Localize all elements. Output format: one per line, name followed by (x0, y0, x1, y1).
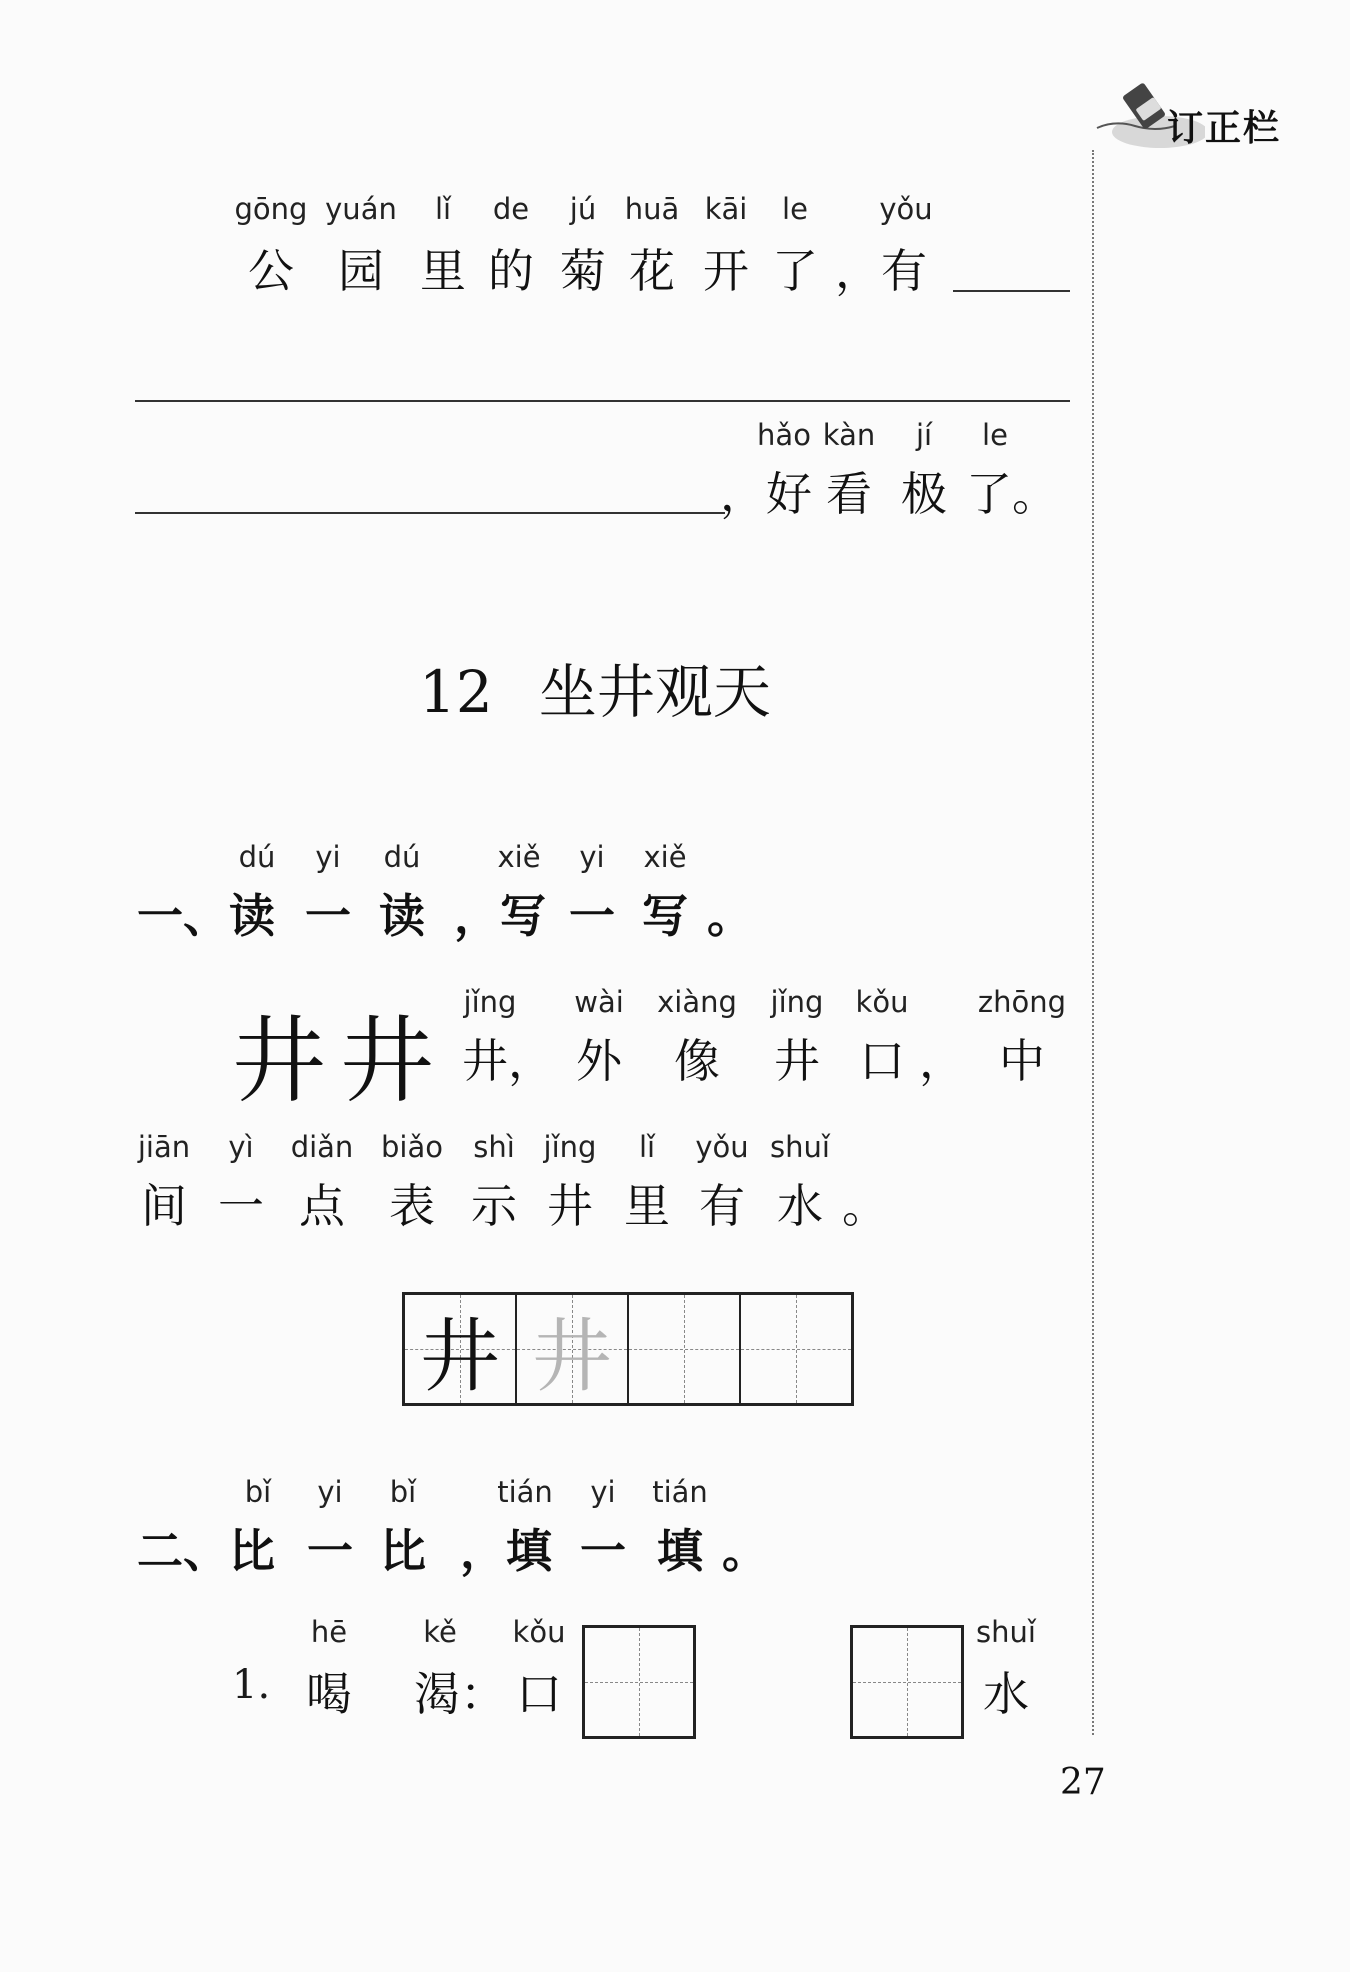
hanzi: 看 (826, 467, 872, 521)
pinyin: jǐng (543, 1130, 597, 1164)
hanzi: 外 (576, 1034, 622, 1088)
hanzi: ， (919, 1034, 965, 1088)
model-character: 井 (420, 1309, 500, 1403)
page-number: 27 (1060, 1762, 1106, 1803)
practice-cell-model (405, 1295, 517, 1403)
pinyin: jiān (137, 1130, 191, 1164)
hanzi: ，好 (720, 467, 812, 521)
pinyin: lǐ (434, 192, 452, 226)
pinyin: le (982, 418, 1008, 452)
hanzi: 里 (624, 1179, 670, 1233)
hanzi: 写 (642, 889, 688, 943)
practice-cell-empty[interactable] (741, 1295, 851, 1403)
pinyin: jí (915, 418, 933, 452)
pinyin: xiě (643, 840, 687, 874)
pinyin: jǐng (463, 985, 517, 1019)
pinyin: bǐ (244, 1475, 272, 1509)
practice-cell-empty[interactable] (629, 1295, 741, 1403)
hanzi: 的 (488, 244, 534, 298)
correction-column-label: 订正栏 (1167, 108, 1282, 149)
pinyin: shuǐ (976, 1615, 1036, 1649)
hanzi: 渴： (414, 1667, 506, 1721)
lesson-name: 坐井观天 (538, 658, 771, 726)
pinyin: hē (310, 1615, 348, 1649)
hanzi: 中 (999, 1034, 1045, 1088)
hanzi: 有 (699, 1179, 745, 1233)
pinyin: yi (317, 1475, 343, 1509)
hanzi: 点 (299, 1179, 345, 1233)
hanzi: 水 (777, 1179, 823, 1233)
fill-in-box-1[interactable] (582, 1625, 696, 1739)
pinyin: zhōng (977, 985, 1067, 1019)
pinyin: gōng (234, 192, 308, 226)
pinyin: lǐ (638, 1130, 656, 1164)
hanzi: 园 (338, 244, 384, 298)
hanzi: 井， (462, 1034, 554, 1088)
hanzi: 公 (248, 244, 294, 298)
pinyin: jú (569, 192, 597, 226)
hanzi: ，写 (454, 889, 546, 943)
pinyin: huā (624, 192, 680, 226)
hanzi: 间 (141, 1179, 187, 1233)
hanzi: 读 (379, 889, 425, 943)
pinyin: diǎn (290, 1130, 354, 1164)
hanzi: 一 (569, 889, 615, 943)
hanzi: 口 (516, 1667, 562, 1721)
hanzi: 井 (547, 1179, 593, 1233)
hanzi: 像 (674, 1034, 720, 1088)
hanzi: 了。 (966, 467, 1058, 521)
lesson-number: 12 (419, 658, 493, 726)
pinyin: jǐng (770, 985, 824, 1019)
hanzi: 一 (580, 1524, 626, 1578)
pinyin: dú (238, 840, 276, 874)
hanzi: 。 (707, 889, 753, 943)
pinyin: yuán (325, 192, 397, 226)
pinyin: le (782, 192, 808, 226)
pinyin: tián (652, 1475, 708, 1509)
pinyin: shuǐ (770, 1130, 830, 1164)
correction-column-divider (1092, 150, 1094, 1735)
pinyin: biǎo (381, 1130, 443, 1164)
hanzi: 里 (420, 244, 466, 298)
pinyin: de (492, 192, 530, 226)
fill-in-box-2[interactable] (850, 1625, 964, 1739)
pinyin: shì (473, 1130, 515, 1164)
hanzi: 花 (629, 244, 675, 298)
hanzi: 填 (657, 1524, 703, 1578)
hanzi: ，填 (460, 1524, 552, 1578)
hanzi: 菊 (560, 244, 606, 298)
hanzi: 一 (218, 1179, 264, 1233)
hanzi: 一 (305, 889, 351, 943)
pinyin: kāi (704, 192, 748, 226)
hanzi: 表 (389, 1179, 435, 1233)
hanzi: 水 (983, 1667, 1029, 1721)
hanzi: 井 (774, 1034, 820, 1088)
pinyin: yi (579, 840, 605, 874)
hanzi: 开 (703, 244, 749, 298)
hanzi: ，有 (835, 244, 927, 298)
correction-column-header (1095, 80, 1315, 160)
pinyin: yǒu (695, 1130, 749, 1164)
hanzi: 二、比 (137, 1524, 275, 1578)
answer-blank-1[interactable] (953, 290, 1070, 292)
pinyin: kàn (822, 418, 876, 452)
pinyin: kě (423, 1615, 457, 1649)
hanzi: 。 (842, 1179, 888, 1233)
practice-cell-trace[interactable] (517, 1295, 629, 1403)
pinyin: yì (228, 1130, 254, 1164)
pinyin: yi (315, 840, 341, 874)
pinyin: xiě (497, 840, 541, 874)
pinyin: kǒu (855, 985, 909, 1019)
jing-ancient-form: 井 (232, 1007, 327, 1116)
writing-practice-grid (402, 1292, 854, 1406)
jing-seal-form: 井 (340, 1007, 435, 1116)
pinyin: dú (383, 840, 421, 874)
hanzi: 一、读 (137, 889, 275, 943)
answer-blank-2[interactable] (135, 400, 1070, 402)
hanzi: 。 (722, 1524, 768, 1578)
hanzi: 口 (859, 1034, 905, 1088)
pinyin: hǎo (757, 418, 811, 452)
hanzi: 示 (471, 1179, 517, 1233)
hanzi: 极 (901, 467, 947, 521)
question-number: 1. (232, 1662, 271, 1708)
hanzi: 喝 (306, 1667, 352, 1721)
answer-blank-3[interactable] (135, 512, 725, 514)
lesson-title (419, 645, 771, 729)
pinyin: kǒu (512, 1615, 566, 1649)
pinyin: wài (574, 985, 624, 1019)
pinyin: xiàng (657, 985, 737, 1019)
hanzi: 一 (307, 1524, 353, 1578)
trace-character: 井 (532, 1309, 612, 1403)
hanzi: 比 (380, 1524, 426, 1578)
pinyin: yǒu (879, 192, 933, 226)
pinyin: yi (590, 1475, 616, 1509)
pinyin: tián (497, 1475, 553, 1509)
hanzi: 了 (772, 244, 818, 298)
pinyin: bǐ (389, 1475, 417, 1509)
